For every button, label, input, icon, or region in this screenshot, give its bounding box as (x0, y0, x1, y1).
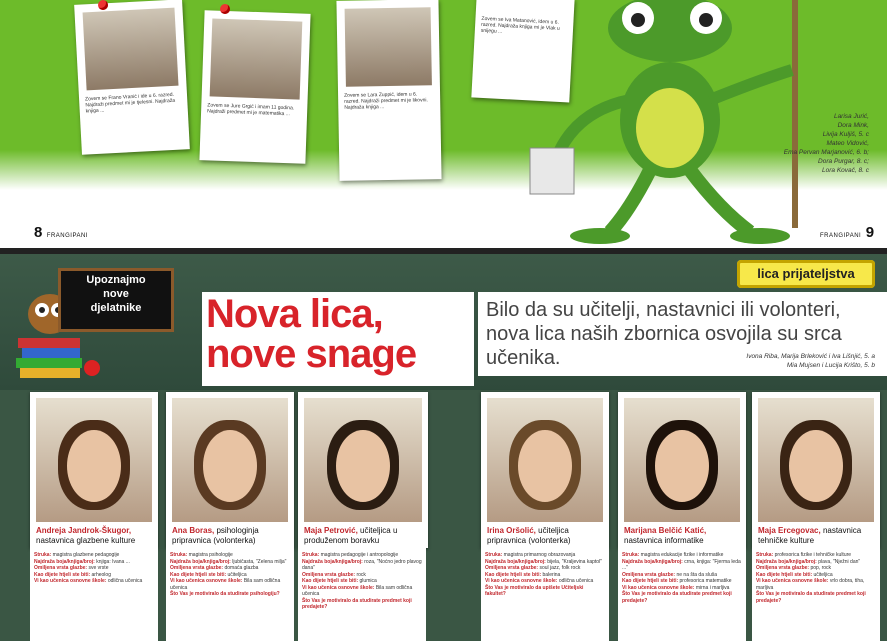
staff-photo (304, 398, 422, 522)
fact-value: učiteljica (813, 571, 833, 578)
paint-bucket (530, 148, 574, 194)
staff-photo (624, 398, 740, 522)
fact-value: profesorica fizike i tehničke kulture (774, 552, 852, 558)
fact-key: Omiljena vrsta glazbe: (485, 565, 539, 571)
fact-key: Što Vas je motiviralo da studirate predmet koji predajete? (756, 591, 866, 604)
student-caption: Zovem se Iva Matanović, idem u 6. razred. Najdraža knjiga mi je Vlak u snijegu ... (480, 15, 560, 35)
fact-key: Vi kao učenica osnovne škole: (485, 578, 558, 584)
pushpin-icon (220, 4, 230, 14)
staff-facts (618, 548, 746, 641)
author-line: Ivona Riba, Marija Brleković i Iva Lišnjić, 5. a (746, 353, 875, 360)
staff-name: Andreja Jandrok-Škugor, (36, 526, 132, 535)
article-title (206, 294, 416, 374)
fact-line (485, 585, 605, 598)
staff-role: nastavnica tehničke kulture (758, 526, 862, 545)
fact-key: Najdraža boja/knjiga/broj: (485, 558, 546, 565)
credits-list (784, 112, 869, 175)
staff-caption (36, 526, 154, 546)
student-photo (210, 18, 303, 99)
credit-line: Ema Pervan Marjanović, 6. b; (783, 149, 869, 156)
fact-key: Omiljena vrsta glazbe: (756, 565, 810, 571)
fact-line (170, 591, 290, 598)
fact-key: Što Vas je motiviralo da upišete Učiteljski fakultet? (485, 584, 584, 597)
staff-caption (487, 526, 605, 546)
student-caption: Zovem se Lara Zuppić, idem u 6. razred. Najdraži predmet mi je likovni. Najdraža knjiga ... (344, 91, 428, 111)
credit-line: Livija Kuljiš, 5. c (822, 131, 869, 138)
magazine-brand: FRANGIPANI (46, 233, 89, 239)
fact-line (302, 585, 422, 598)
title-line: Nova lica, (206, 292, 383, 336)
magazine-brand: FRANGIPANI (820, 233, 862, 239)
intro-chalkboard (58, 268, 174, 332)
student-caption: Zovem se Frano Vranić i ide u 6. razred. Najdraži predmet mi je tjelesni. Najdraža knjiga ... (84, 91, 176, 115)
fact-key: Kao dijete htjeli ste biti: (302, 578, 359, 584)
staff-card (298, 392, 428, 548)
fact-line (756, 578, 876, 591)
fact-key: Kao dijete htjeli ste biti: (622, 578, 679, 584)
fact-key: Kao dijete htjeli ste biti: (170, 571, 227, 578)
fact-value: arheolog (91, 571, 111, 578)
fact-value: ne na šta da sluša (676, 571, 718, 578)
title-line: nove snage (206, 332, 417, 376)
fact-line (622, 559, 742, 572)
staff-caption (172, 526, 290, 546)
fact-key: Struka: (302, 552, 320, 558)
staff-photo (758, 398, 874, 522)
section-tag: lica prijateljstva (737, 260, 875, 288)
face-shape (518, 430, 572, 502)
fact-value: knjiga: Ivana ... (96, 558, 130, 565)
staff-caption (758, 526, 876, 546)
magazine-spread-bottom (0, 254, 887, 641)
fact-value: odlična učenica (558, 578, 594, 584)
fact-key: Omiljena vrsta glazbe: (170, 565, 224, 571)
fact-key: Najdraža boja/knjiga/broj: (622, 558, 683, 565)
fact-key: Omiljena vrsta glazbe: (302, 571, 356, 578)
fact-line (170, 578, 290, 591)
pushpin-icon (98, 0, 108, 10)
fact-value: Bila sam odlična učenica (170, 578, 281, 591)
board-line: djelatnike (90, 302, 142, 314)
fact-value: mirna i marljiva (695, 584, 730, 591)
staff-card (752, 392, 880, 548)
student-photo-card (199, 10, 310, 164)
fact-key: Omiljena vrsta glazbe: (34, 565, 88, 571)
page-footer-left (34, 224, 88, 242)
staff-card (30, 392, 158, 548)
fact-value: roza, "Noćno jedro plavog dana" (302, 558, 422, 571)
fact-value: bijela, "Kraljevina kaptol" (547, 558, 602, 565)
board-line: nove (103, 288, 129, 300)
fact-value: profesorica matematike (679, 578, 732, 584)
fact-value: glumica (359, 578, 377, 584)
credit-line: Dora Purgar, 8. c; (818, 158, 869, 165)
page-footer-right (820, 224, 874, 242)
article-authors (746, 352, 875, 370)
magazine-spread-top (0, 0, 887, 248)
fact-value: plava, "Nježni dan" (818, 558, 861, 565)
fact-value: ljubičasta, "Zelena milja" (232, 558, 287, 565)
fact-key: Najdraža boja/knjiga/broj: (756, 558, 817, 565)
staff-role: nastavnica glazbene kulture (36, 536, 136, 545)
fact-value: soul jazz, folk rock (539, 565, 581, 571)
fact-key: Omiljena vrsta glazbe: (622, 571, 676, 578)
staff-facts (752, 548, 880, 641)
fact-line (302, 598, 422, 611)
fact-key: Vi kao učenica osnovne škole: (34, 578, 107, 584)
student-photo (83, 8, 179, 91)
fact-key: Struka: (170, 552, 188, 558)
fact-line (302, 559, 422, 572)
staff-card (618, 392, 746, 548)
credit-line: Larisa Jurić, (833, 113, 869, 120)
fact-key: Vi kao učenica osnovne škole: (170, 578, 243, 584)
fact-key: Kao dijete htjeli ste biti: (34, 571, 91, 578)
fact-value: balerina (542, 571, 561, 578)
staff-role: psihologinja pripravnica (volonterka) (172, 526, 259, 545)
fact-key: Struka: (756, 552, 774, 558)
staff-photo (36, 398, 152, 522)
fact-value: magistra psihologije (188, 552, 233, 558)
staff-facts (166, 548, 294, 641)
student-photo (345, 7, 432, 86)
fact-key: Što Vas je motiviralo da studirate predmet koji predajete? (302, 597, 412, 610)
page-number: 9 (865, 224, 875, 241)
fact-key: Najdraža boja/knjiga/broj: (34, 558, 95, 565)
credit-line: Dora Mink, (837, 122, 869, 129)
frog-painter-illustration (520, 0, 820, 248)
staff-photo (172, 398, 288, 522)
staff-role: učiteljica u produženom boravku (304, 526, 398, 545)
staff-facts (481, 548, 609, 641)
fact-key: Struka: (34, 552, 52, 558)
fact-key: Struka: (622, 552, 640, 558)
student-caption: Zovem se Jure Grgić i imam 11 godina. Najdraži predmet mi je matematika ... (207, 102, 295, 118)
author-line: Mia Mujsen i Lucija Krišto, 5. b (786, 362, 875, 369)
fact-value: magistra edukacije fizike i informatike (640, 552, 724, 558)
fact-key: Vi kao učenica osnovne škole: (302, 584, 375, 591)
board-line: Upoznajmo (86, 274, 146, 286)
fact-key: Kao dijete htjeli ste biti: (485, 571, 542, 578)
face-shape (336, 430, 390, 502)
staff-name: Maja Ercegovac, (758, 526, 821, 535)
fact-line (756, 591, 876, 604)
article-subtitle: Bilo da su učitelji, nastavnici ili volonteri, nova lica naših zbornica osvojila su srca učenika. (486, 299, 842, 369)
staff-role: nastavnica informatike (624, 536, 704, 545)
staff-facts (298, 548, 426, 641)
staff-card (166, 392, 294, 548)
fact-key: Što Vas je motiviralo da studirate psihologiju? (170, 591, 280, 597)
fact-value: rock (356, 571, 366, 578)
staff-name: Irina Oršolić, (487, 526, 536, 535)
staff-facts (30, 548, 158, 641)
fact-line (34, 578, 154, 585)
staff-name: Ana Boras, (172, 526, 215, 535)
face-shape (203, 430, 257, 502)
staff-card (481, 392, 609, 548)
staff-name: Maja Petrović, (304, 526, 358, 535)
face-shape (789, 430, 843, 502)
staff-role: učiteljica pripravnica (volonterka) (487, 526, 571, 545)
fact-value: magistra glazbene pedagogije (52, 552, 120, 558)
fact-key: Struka: (485, 552, 503, 558)
face-shape (67, 430, 121, 502)
fact-value: učiteljica (227, 571, 247, 578)
student-photo-card (336, 0, 441, 181)
fact-value: sve vrste (88, 565, 109, 571)
fact-value: magistra primarnog obrazovanja (503, 552, 576, 558)
fact-key: Vi kao učenica osnovne škole: (622, 584, 695, 591)
fact-key: Vi kao učenica osnovne škole: (756, 578, 829, 584)
staff-photo (487, 398, 603, 522)
fact-value: Bila sam odlična učenica (302, 584, 413, 597)
credit-line: Lora Kovač, 8. c (822, 167, 869, 174)
fact-value: crna, knjiga: "Fjerma leda ..." (622, 558, 741, 571)
credit-line: Mateo Vidović, (826, 140, 869, 147)
staff-name: Marijana Belčić Katić, (624, 526, 707, 535)
fact-value: pop, rock (810, 565, 832, 571)
page-number: 8 (34, 224, 43, 241)
staff-caption (624, 526, 742, 546)
staff-caption (304, 526, 424, 546)
fact-key: Što Vas je motiviralo da studirate predmet koji predajete? (622, 591, 732, 604)
face-shape (655, 430, 709, 502)
fact-key: Kao dijete htjeli ste biti: (756, 571, 813, 578)
fact-value: odlična učenica (107, 578, 143, 584)
student-photo-card (74, 0, 190, 155)
fact-key: Najdraža boja/knjiga/broj: (302, 558, 363, 565)
fact-value: vrlo dobra, tiha, marljiva (756, 578, 865, 591)
fact-line (622, 591, 742, 604)
fact-value: domaća glazba (224, 565, 259, 571)
fact-value: magistra pedagogije i antropologije (320, 552, 399, 558)
fact-key: Najdraža boja/knjiga/broj: (170, 558, 231, 565)
